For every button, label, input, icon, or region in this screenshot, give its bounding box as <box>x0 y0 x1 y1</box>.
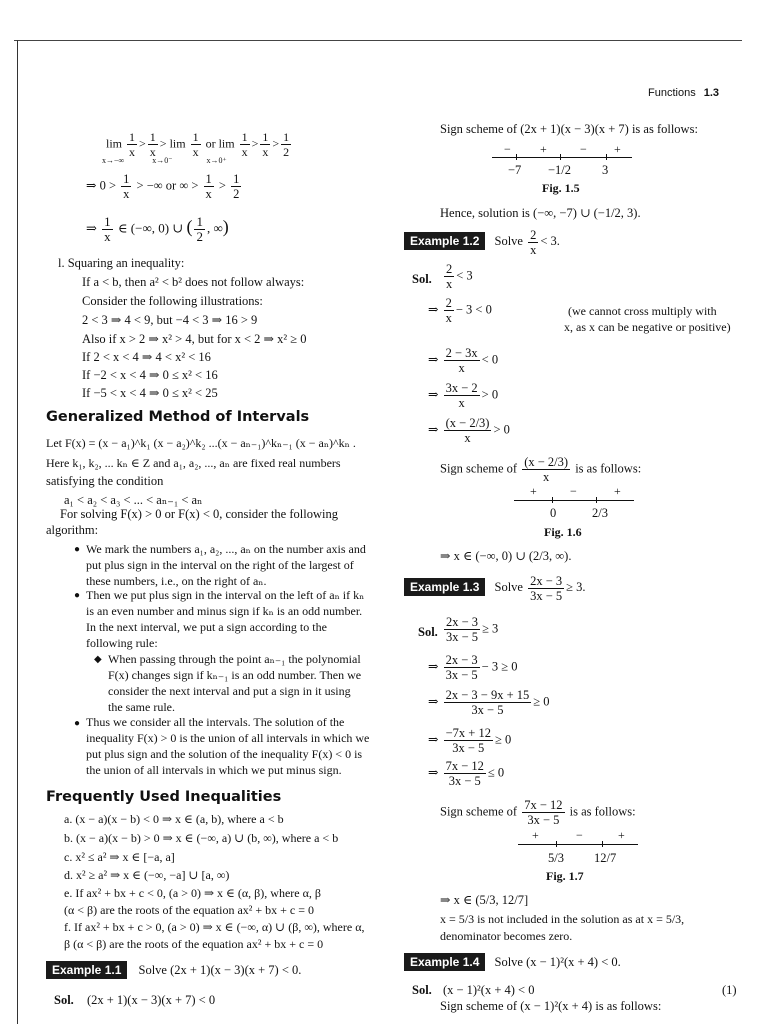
fui-item-e: e. If ax² + bx + c < 0, (a > 0) ⇒ x ∈ (α, β), where α, β <box>64 886 321 900</box>
fig15-tick-2 <box>606 154 607 160</box>
limit-subscripts <box>102 156 227 165</box>
hence-line: Hence, solution is (−∞, −7) ∪ (−1/2, 3). <box>440 206 641 220</box>
bullet-0-line-2: these numbers, i.e., on the right of aₙ. <box>86 574 267 588</box>
gmi-line-1: Here k₁, k₂, ... kₙ ∈ Z and a₁, a₂, ..., aₙ are fixed real numbers <box>46 456 341 470</box>
ex13-result: ⇒ x ∈ (5/3, 12/7] <box>440 893 529 907</box>
bullet-1-line-2: In the next interval, we put a sign according to the <box>86 620 327 634</box>
fui-item-c: c. x² ≤ a² ⇒ x ∈ [−a, a] <box>64 850 175 864</box>
fig15-point-1: −1/2 <box>548 163 572 177</box>
fig16-point-0: 0 <box>550 506 557 520</box>
example-1-2-text: Solve $\frac{2}{x}$ < 3. <box>494 228 560 257</box>
fig16-axis <box>514 500 634 501</box>
fig17-sign-2: + <box>618 828 625 842</box>
fui-item-a: a. (x − a)(x − b) < 0 ⇒ x ∈ (a, b), where a < b <box>64 812 284 826</box>
fig16-sign-2: + <box>614 484 621 498</box>
fig15-point-0: −7 <box>508 163 522 177</box>
bullet-dot-0: ● <box>74 544 81 555</box>
bullet-1-line-3: following rule: <box>86 636 158 650</box>
bullet-2-line-1: inequality F(x) > 0 is the union of all intervals in which we <box>86 731 370 745</box>
gmi-line-0: Let F(x) = (x − a₁)^k₁ (x − a₂)^k₂ ...(x − aₙ₋₁)^kₙ₋₁ (x − aₙ)^kₙ . <box>46 436 356 450</box>
example-1-3-text: Solve $\frac{2x - 3}{3x - 5}$ ≥ 3. <box>494 574 586 603</box>
fig16-point-1: 2/3 <box>592 506 608 520</box>
ex13-note-1: x = 5/3 is not included in the solution as at x = 5/3, <box>440 912 685 926</box>
example-1-1-solution <box>54 993 215 1008</box>
fig16-tick-0 <box>552 497 553 503</box>
fig16-caption: Fig. 1.6 <box>544 525 582 539</box>
item-l-line-3: Also if x > 2 ⇒ x² > 4, but for x < 2 ⇒ x² ≥ 0 <box>82 332 307 346</box>
example-1-2-label: Example 1.2 <box>404 232 485 250</box>
example-1-4-text: Solve (x − 1)²(x + 4) < 0. <box>494 955 621 969</box>
ex14-equation-number: (1) <box>722 983 737 997</box>
gmi-line-4: For solving F(x) > 0 or F(x) < 0, consider the following <box>60 507 338 521</box>
sub-bullet-diamond: ◆ <box>94 654 102 665</box>
example-1-1-label: Example 1.1 <box>46 961 127 979</box>
fig15-axis <box>492 157 632 158</box>
fui-item-d: d. x² ≥ a² ⇒ x ∈ (−∞, −a] ∪ [a, ∞) <box>64 868 230 882</box>
ex12-step-3: ⇒ $\frac{3x - 2}{x}$ > 0 <box>428 381 499 410</box>
item-l-line-5: If −2 < x < 4 ⇒ 0 ≤ x² < 16 <box>82 368 218 382</box>
fig16-tick-1 <box>596 497 597 503</box>
limit-b-sub: x→0⁻ <box>152 156 173 165</box>
bullet-2-line-3: the union of all intervals in which we put minus sign. <box>86 763 342 777</box>
sign-scheme-2: Sign scheme of $\frac{(x - 2/3)}{x}$ is as follows: <box>440 455 642 484</box>
ex12-note-1: (we cannot cross multiply with <box>568 304 717 318</box>
ex13-step-2: ⇒ $\frac{2x - 3 - 9x + 15}{3x - 5}$ ≥ 0 <box>428 688 550 717</box>
bullet-1-line-0: Then we put plus sign in the interval on the left of aₙ if kₙ <box>86 588 365 602</box>
fig17-axis <box>518 844 638 845</box>
implies-line-1: ⇒ 0 > $\frac{1}{x}$ > −∞ or ∞ > $\frac{1}{x}$ > $\frac{1}{2}$ <box>86 172 240 201</box>
fig15-tick-0 <box>516 154 517 160</box>
header-page-number: 1.3 <box>703 87 719 99</box>
bullet-2-line-2: put plus sign and the solution of the inequality F(x) < 0 is <box>86 747 363 761</box>
bullet-0-line-1: put plus sign in the interval on the right of the largest of <box>86 558 354 572</box>
ex13-note-2: denominator becomes zero. <box>440 929 573 943</box>
fig17-sign-0: + <box>532 828 539 842</box>
ex12-step-1: ⇒ $\frac{2}{x}$ − 3 < 0 <box>428 296 492 325</box>
top-rule <box>14 40 742 41</box>
page-header <box>648 87 719 99</box>
fig15-sign-2: − <box>580 142 587 156</box>
fui-item-f: f. If ax² + bx + c > 0, (a > 0) ⇒ x ∈ (−∞, α) ∪ (β, ∞), where α, <box>64 920 365 934</box>
fig15-sign-3: + <box>614 142 621 156</box>
ex13-step-1: ⇒ $\frac{2x - 3}{3x - 5}$ − 3 ≥ 0 <box>428 653 518 682</box>
ex13-step-4: ⇒ $\frac{7x - 12}{3x - 5}$ ≤ 0 <box>428 759 505 788</box>
example-1-1 <box>46 961 301 979</box>
bullet-dot-1: ● <box>74 590 81 601</box>
ex14-sign-scheme: Sign scheme of (x − 1)²(x + 4) is as follows: <box>440 999 662 1013</box>
ex12-note-2: x, as x can be negative or positive) <box>564 320 731 334</box>
gmi-line-2: satisfying the condition <box>46 474 164 488</box>
fui-item-b: b. (x − a)(x − b) > 0 ⇒ x ∈ (−∞, a) ∪ (b, ∞), where a < b <box>64 831 339 845</box>
item-l-title: l. Squaring an inequality: <box>58 256 185 270</box>
fig17-point-0: 5/3 <box>548 851 564 865</box>
fig15-caption: Fig. 1.5 <box>542 181 580 195</box>
ex12-step-2: ⇒ $\frac{2 - 3x}{x}$ < 0 <box>428 346 499 375</box>
left-margin-rule <box>17 40 18 1024</box>
fig15-tick-1 <box>560 154 561 160</box>
example-1-3 <box>404 574 586 603</box>
example-1-4 <box>404 953 621 971</box>
fig17-sign-1: − <box>576 828 583 842</box>
bullet-1-line-1: is an even number and minus sign if kₙ is an odd number. <box>86 604 363 618</box>
ex13-step-3: ⇒ $\frac{-7x + 12}{3x - 5}$ ≥ 0 <box>428 726 512 755</box>
sign-scheme-3: Sign scheme of $\frac{7x - 12}{3x - 5}$ is as follows: <box>440 798 636 827</box>
fig17-tick-0 <box>556 841 557 847</box>
gmi-line-3: a₁ < a₂ < a₃ < ... < aₙ₋₁ < aₙ <box>64 493 203 507</box>
gmi-heading: Generalized Method of Intervals <box>46 409 310 425</box>
item-l-line-4: If 2 < x < 4 ⇒ 4 < x² < 16 <box>82 350 211 364</box>
fui-heading: Frequently Used Inequalities <box>46 789 282 805</box>
fig15-point-2: 3 <box>602 163 609 177</box>
ex13-sol-label: Sol. <box>418 625 438 639</box>
fig15-sign-0: − <box>504 142 511 156</box>
example-1-4-label: Example 1.4 <box>404 953 485 971</box>
item-l-line-0: If a < b, then a² < b² does not follow always: <box>82 275 305 289</box>
limit-c-sub: x→0⁺ <box>206 156 227 165</box>
sub-bullet-line-2: consider the next interval and put a sign in it using <box>108 684 351 698</box>
ex12-sol-label: Sol. <box>412 272 432 286</box>
bullet-dot-2: ● <box>74 718 81 729</box>
limits-line: lim $\frac{1}{x}$ > $\frac{1}{x}$ > lim $\frac{1}{x}$ or lim $\frac{1}{x}$ > $\frac{1}{x}$ > $\frac{1}{2}$ <box>106 130 290 159</box>
header-section: Functions <box>648 87 696 99</box>
item-l-line-1: Consider the following illustrations: <box>82 294 263 308</box>
sub-bullet-line-0: When passing through the point aₙ₋₁ the polynomial <box>108 652 361 666</box>
ex12-step-4: ⇒ $\frac{(x - 2/3)}{x}$ > 0 <box>428 416 510 445</box>
ex12-step-0: $\frac{2}{x}$ < 3 <box>446 262 473 291</box>
example-1-1-sol-text: (2x + 1)(x − 3)(x + 7) < 0 <box>86 993 216 1007</box>
ex14-sol-text: (x − 1)²(x + 4) < 0 <box>442 983 535 997</box>
fig17-point-1: 12/7 <box>594 851 617 865</box>
ex14-sol-label: Sol. <box>412 983 432 997</box>
bullet-2-line-0: Thus we consider all the intervals. The solution of the <box>86 715 345 729</box>
example-1-4-solution <box>412 983 534 998</box>
sol-label: Sol. <box>54 993 74 1007</box>
example-1-3-label: Example 1.3 <box>404 578 485 596</box>
sub-bullet-line-1: F(x) changes sign if kₙ₋₁ is an odd number. Then we <box>108 668 362 682</box>
fig17-tick-1 <box>602 841 603 847</box>
ex12-result: ⇒ x ∈ (−∞, 0) ∪ (2/3, ∞). <box>440 549 572 563</box>
ex13-step-0: $\frac{2x - 3}{3x - 5}$ ≥ 3 <box>446 615 499 644</box>
fig17-caption: Fig. 1.7 <box>546 869 584 883</box>
sign-scheme-1: Sign scheme of (2x + 1)(x − 3)(x + 7) is as follows: <box>440 122 698 136</box>
item-l-line-2: 2 < 3 ⇒ 4 < 9, but −4 < 3 ⇒ 16 > 9 <box>82 313 258 327</box>
example-1-2 <box>404 228 560 257</box>
bullet-0-line-0: We mark the numbers a₁, a₂, ..., aₙ on the number axis and <box>86 542 366 556</box>
sub-bullet-line-3: the same rule. <box>108 700 175 714</box>
gmi-line-5: algorithm: <box>46 523 99 537</box>
item-l-line-6: If −5 < x < 4 ⇒ 0 ≤ x² < 25 <box>82 386 218 400</box>
fui-item-f-cont: β (α < β) are the roots of the equation ax² + bx + c = 0 <box>64 937 324 951</box>
fig15-sign-1: + <box>540 142 547 156</box>
fui-item-e-cont: (α < β) are the roots of the equation ax² + bx + c = 0 <box>64 903 314 917</box>
fig16-sign-0: + <box>530 484 537 498</box>
limit-a-sub: x→−∞ <box>102 156 125 165</box>
implies-line-2: ⇒ $\frac{1}{x}$ ∈ (−∞, 0) ∪ ( $\frac{1}{2}$ , ∞) <box>86 214 229 244</box>
example-1-1-text: Solve (2x + 1)(x − 3)(x + 7) < 0. <box>138 963 302 977</box>
fig16-sign-1: − <box>570 484 577 498</box>
